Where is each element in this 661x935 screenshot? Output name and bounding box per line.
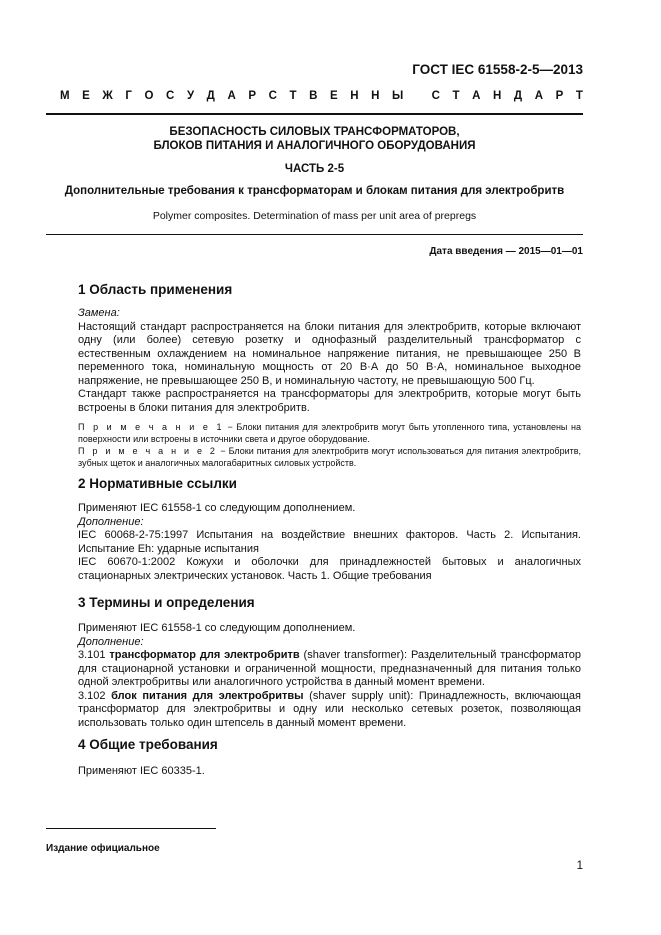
term-number: 3.101 — [78, 649, 110, 661]
term-name: трансформатор для электробритв — [109, 649, 300, 661]
banner-letter: Е — [329, 90, 338, 102]
banner-letter: Н — [371, 90, 380, 102]
banner-letter: Е — [82, 90, 90, 102]
banner-letter: Н — [350, 90, 359, 102]
section-1-heading: 1 Область применения — [78, 282, 233, 297]
footer-rule — [46, 828, 216, 829]
banner-letter: Т — [575, 90, 583, 102]
banner-letter: Р — [555, 90, 564, 102]
banner-letter: С — [268, 90, 277, 102]
banner-letter: Р — [248, 90, 257, 102]
replacement-label: Замена: — [78, 307, 120, 319]
note-1 — [78, 421, 581, 445]
note-2 — [78, 445, 581, 469]
section-4-heading: 4 Общие требования — [78, 737, 218, 752]
banner-letter: В — [309, 90, 318, 102]
interstate-standard-banner — [60, 90, 583, 102]
banner-letter: О — [144, 90, 154, 102]
section-3-heading: 3 Термины и определения — [78, 595, 255, 610]
note-1-text: − Блоки питания для электробритв могут быть утопленного типа, установлены на поверхности или встроены в источники света и другое оборудование. — [78, 422, 581, 444]
banner-letter: У — [186, 90, 195, 102]
addition-label: Дополнение: — [78, 515, 144, 528]
section-4-body — [78, 765, 581, 779]
official-edition-label: Издание официальное — [46, 843, 160, 854]
note-2-label: П р и м е ч а н и е 2 — [78, 446, 218, 456]
banner-letter: Г — [125, 90, 132, 102]
section-2-paragraph-1: Применяют IEC 61558-1 со следующим дополнением. — [78, 502, 356, 514]
introduction-date: Дата введения — 2015—01—01 — [429, 246, 583, 257]
section-2-body — [78, 502, 581, 583]
banner-letter: Т — [452, 90, 460, 102]
title-line-2: БЛОКОВ ПИТАНИЯ И АНАЛОГИЧНОГО ОБОРУДОВАНИЯ — [153, 140, 476, 152]
page-number: 1 — [576, 860, 583, 872]
banner-gap — [416, 90, 419, 102]
banner-letter: С — [166, 90, 175, 102]
document-title — [46, 125, 583, 153]
banner-letter: А — [227, 90, 236, 102]
addition-label: Дополнение: — [78, 635, 144, 648]
section-4-paragraph-1: Применяют IEC 60335-1. — [78, 765, 205, 777]
term-name: блок питания для электробритвы — [111, 689, 304, 702]
banner-letter: А — [472, 90, 481, 102]
term-3-102 — [78, 690, 581, 731]
note-1-label: П р и м е ч а н и е 1 — [78, 422, 224, 432]
banner-letter: Ж — [102, 90, 113, 102]
banner-letter: Д — [206, 90, 215, 102]
reference-iec-60068: IEC 60068-2-75:1997 Испытания на воздействие внешних факторов. Часть 2. Испытания. Испытание Eh: ударные испытания — [78, 529, 581, 555]
section-1-paragraph-1: Настоящий стандарт распространяется на блоки питания для электробритв, которые включают одну (или более) сетевую розетку и однофазный разделительный трансформатор с естественным охлаждением на номинальное напряжение питания, не превышающее 250 В переменного тока, номинальную мощность от 20 В·А до 50 В·А, номинальное выходное напряжение, не превышающее 250 В, и номинальную частоту, не превышающую 500 Гц. — [78, 320, 581, 387]
document-subtitle: Дополнительные требования к трансформаторам и блокам питания для электробритв — [64, 185, 565, 197]
reference-iec-60670: IEC 60670-1:2002 Кожухи и оболочки для принадлежностей бытовых и аналогичных стационарных электрических установок. Часть 1. Общие требования — [78, 556, 581, 582]
banner-letter: М — [60, 90, 70, 102]
term-number: 3.102 — [78, 689, 112, 702]
section-3-paragraph-1: Применяют IEC 61558-1 со следующим дополнением. — [78, 622, 356, 634]
banner-letter: А — [534, 90, 544, 102]
banner-letter: С — [431, 90, 440, 102]
banner-letter: Т — [289, 90, 297, 102]
banner-letter: Д — [513, 90, 523, 102]
part-label: ЧАСТЬ 2-5 — [284, 163, 345, 175]
term-definition: (shaver transformer): Разделительный трансформатор для стационарной установки и ограниченной мощности, предназначенный для питания только одной электробритвы или аналогичного устройства в данный момент времени. — [78, 649, 581, 688]
term-3-101 — [78, 649, 581, 690]
term-definition: (shaver supply unit): Принадлежность, включающая трансформатор для электробритвы и одну или несколько сетевых розеток, позволяющая использовать только один штепсель в данный момент времени. — [78, 689, 582, 729]
title-line-1: БЕЗОПАСНОСТЬ СИЛОВЫХ ТРАНСФОРМАТОРОВ, — [169, 126, 460, 138]
section-2-heading: 2 Нормативные ссылки — [78, 476, 237, 491]
section-1-body — [78, 307, 581, 469]
middle-rule — [46, 234, 583, 235]
document-number: ГОСТ IEC 61558-2-5—2013 — [412, 62, 583, 77]
section-3-body — [78, 622, 581, 730]
english-title: Polymer composites. Determination of mass per unit area of prepregs — [152, 210, 477, 222]
banner-letter: Н — [493, 90, 502, 102]
banner-letter: Ы — [392, 90, 404, 102]
top-rule — [46, 113, 583, 115]
note-2-text: − Блоки питания для электробритв могут использоваться для питания электробритв, зубных щеток и аналогичных малогабаритных силовых устройств. — [78, 446, 582, 468]
section-1-paragraph-2: Стандарт также распространяется на трансформаторы для электробритв, которые могут быть встроены в блоки питания для электробритв. — [78, 388, 581, 414]
